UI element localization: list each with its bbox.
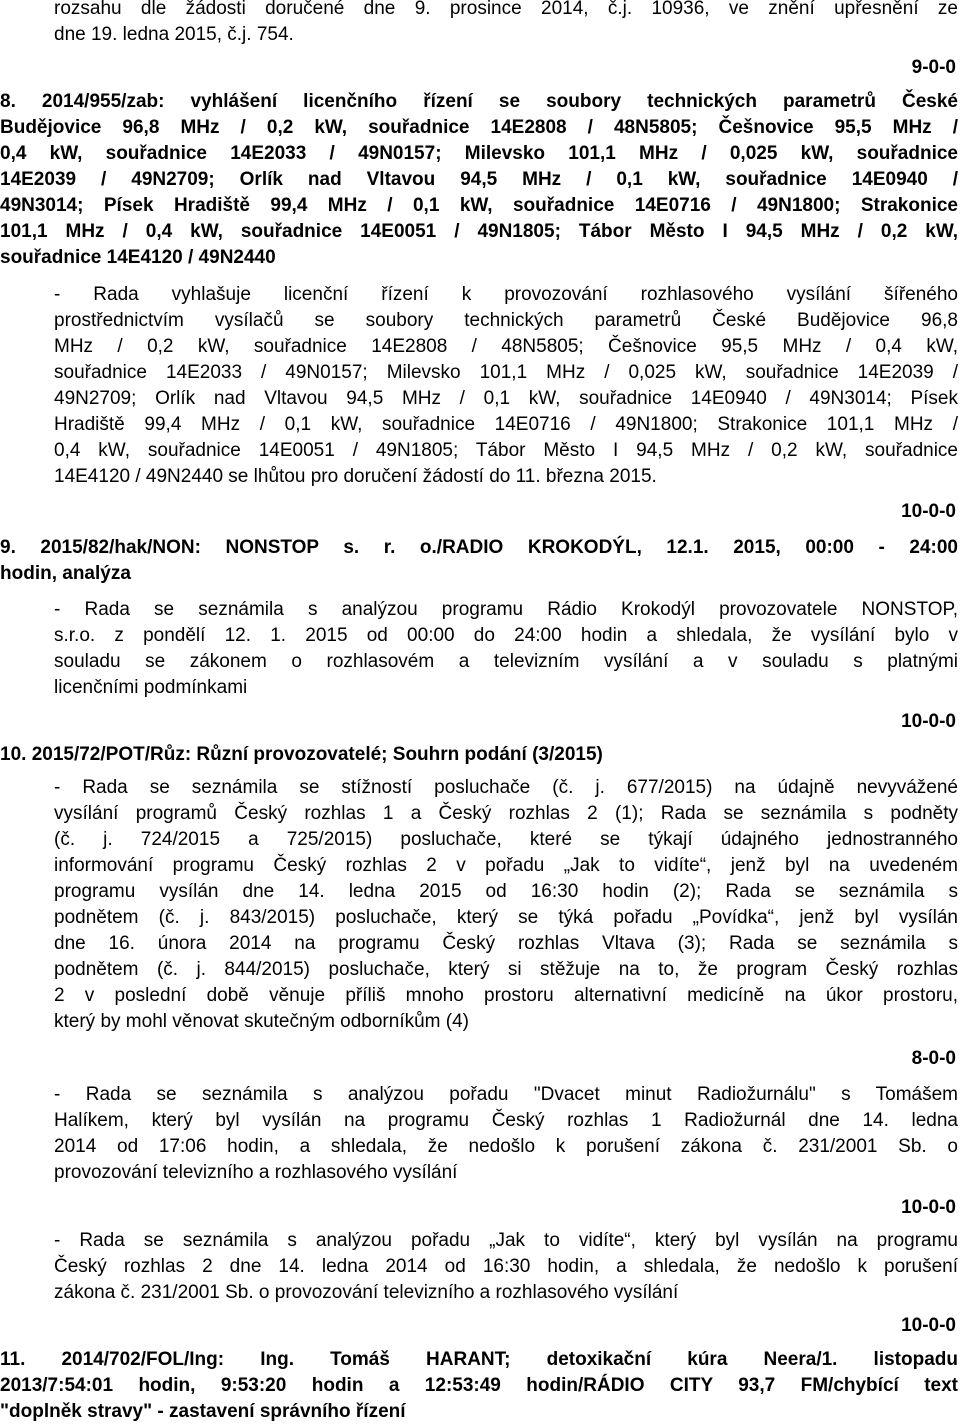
- text-line: - Rada se seznámila s analýzou pořadu "Dvacet minut Radiožurnálu" s Tomášem: [54, 1084, 958, 1105]
- item-heading-line: 49N3014; Písek Hradiště 99,4 MHz / 0,1 kW, souřadnice 14E0716 / 49N1800; Strakonice: [0, 195, 958, 216]
- vote-result: 10-0-0: [901, 1315, 956, 1336]
- text-line: licenčními podmínkami: [54, 677, 248, 698]
- item-heading-line: 14E2039 / 49N2709; Orlík nad Vltavou 94,5 MHz / 0,1 kW, souřadnice 14E0940 /: [0, 169, 958, 190]
- item-heading-line: "doplněk stravy" - zastavení správního řízení: [0, 1401, 406, 1422]
- text-line: prostřednictvím vysílačů se soubory technických parametrů České Budějovice 96,8: [54, 310, 958, 331]
- text-line: podnětem (č. j. 844/2015) posluchače, který si stěžuje na to, že program Český rozhlas: [54, 959, 958, 980]
- text-line: - Rada se seznámila s analýzou pořadu „Jak to vidíte“, který byl vysílán na programu: [54, 1230, 958, 1251]
- text-line: - Rada se seznámila se stížností posluchače (č. j. 677/2015) na údajně nevyvážené: [54, 777, 958, 798]
- text-line: programu vysílán dne 14. ledna 2015 od 16:30 hodin (2); Rada se seznámila s: [54, 881, 958, 902]
- text-line: Český rozhlas 2 dne 14. ledna 2014 od 16:30 hodin, a shledala, že nedošlo k porušení: [54, 1256, 958, 1277]
- text-line: 2 v poslední době věnuje příliš mnoho prostoru alternativní medicíně na úkor prostoru,: [54, 985, 958, 1006]
- text-line: - Rada se seznámila s analýzou programu Rádio Krokodýl provozovatele NONSTOP,: [54, 599, 958, 620]
- vote-result: 10-0-0: [901, 1197, 956, 1218]
- item-heading-line: 0,4 kW, souřadnice 14E2033 / 49N0157; Milevsko 101,1 MHz / 0,025 kW, souřadnice: [0, 143, 958, 164]
- text-line: který by mohl věnovat skutečným odborníkům (4): [54, 1011, 470, 1032]
- text-line: 0,4 kW, souřadnice 14E0051 / 49N1805; Tábor Město I 94,5 MHz / 0,2 kW, souřadnice: [54, 440, 958, 461]
- vote-result: 9-0-0: [911, 57, 956, 78]
- item-heading-line: 2013/7:54:01 hodin, 9:53:20 hodin a 12:53:49 hodin/RÁDIO CITY 93,7 FM/chybící text: [0, 1375, 958, 1396]
- text-line: podnětem (č. j. 843/2015) posluchače, který se týká pořadu „Povídka“, jenž byl vysílán: [54, 907, 958, 928]
- item-heading-line: 8. 2014/955/zab: vyhlášení licenčního řízení se soubory technických parametrů České: [0, 91, 958, 112]
- text-line: dne 16. února 2014 na programu Český rozhlas Vltava (3); Rada se seznámila s: [54, 933, 958, 954]
- text-line: s.r.o. z pondělí 12. 1. 2015 od 00:00 do 24:00 hodin a shledala, že vysílání bylo v: [54, 625, 958, 646]
- text-line: 14E4120 / 49N2440 se lhůtou pro doručení žádostí do 11. března 2015.: [54, 466, 657, 487]
- text-line: (č. j. 724/2015 a 725/2015) posluchače, které se týkají údajného jednostranného: [54, 829, 958, 850]
- item-heading-line: Budějovice 96,8 MHz / 0,2 kW, souřadnice 14E2808 / 48N5805; Češnovice 95,5 MHz /: [0, 117, 958, 138]
- item-heading-line: 11. 2014/702/FOL/Ing: Ing. Tomáš HARANT; detoxikační kúra Neera/1. listopadu: [0, 1349, 958, 1370]
- text-line: rozsahu dle žádosti doručené dne 9. prosince 2014, č.j. 10936, ve znění upřesnění ze: [54, 0, 958, 19]
- text-line: 2014 od 17:06 hodin, a shledala, že nedošlo k porušení zákona č. 231/2001 Sb. o: [54, 1136, 958, 1157]
- item-heading-line: 10. 2015/72/POT/Růz: Různí provozovatelé; Souhrn podání (3/2015): [0, 744, 603, 765]
- text-line: Halíkem, který byl vysílán na programu Český rozhlas 1 Radiožurnál dne 14. ledna: [54, 1110, 958, 1131]
- text-line: dne 19. ledna 2015, č.j. 754.: [54, 24, 294, 45]
- item-heading-line: souřadnice 14E4120 / 49N2440: [0, 247, 276, 268]
- text-line: vysílání programů Český rozhlas 1 a Český rozhlas 2 (1); Rada se seznámila s podněty: [54, 803, 958, 824]
- vote-result: 10-0-0: [901, 711, 956, 732]
- text-line: souladu se zákonem o rozhlasovém a televizním vysílání a v souladu s platnými: [54, 651, 958, 672]
- text-line: informování programu Český rozhlas 2 v pořadu „Jak to vidíte“, jenž byl na uvedeném: [54, 855, 958, 876]
- item-heading-line: 101,1 MHz / 0,4 kW, souřadnice 14E0051 / 49N1805; Tábor Město I 94,5 MHz / 0,2 kW,: [0, 221, 958, 242]
- text-line: provozování televizního a rozhlasového vysílání: [54, 1162, 458, 1183]
- text-line: - Rada vyhlašuje licenční řízení k provozování rozhlasového vysílání šířeného: [54, 284, 958, 305]
- text-line: 49N2709; Orlík nad Vltavou 94,5 MHz / 0,1 kW, souřadnice 14E0940 / 49N3014; Písek: [54, 388, 958, 409]
- text-line: zákona č. 231/2001 Sb. o provozování televizního a rozhlasového vysílání: [54, 1282, 679, 1303]
- item-heading-line: hodin, analýza: [0, 563, 131, 584]
- vote-result: 10-0-0: [901, 501, 956, 522]
- text-line: souřadnice 14E2033 / 49N0157; Milevsko 101,1 MHz / 0,025 kW, souřadnice 14E2039 /: [54, 362, 958, 383]
- vote-result: 8-0-0: [911, 1048, 956, 1069]
- item-heading-line: 9. 2015/82/hak/NON: NONSTOP s. r. o./RADIO KROKODÝL, 12.1. 2015, 00:00 - 24:00: [0, 537, 958, 558]
- text-line: Hradiště 99,4 MHz / 0,1 kW, souřadnice 14E0716 / 49N1800; Strakonice 101,1 MHz /: [54, 414, 958, 435]
- text-line: MHz / 0,2 kW, souřadnice 14E2808 / 48N5805; Češnovice 95,5 MHz / 0,4 kW,: [54, 336, 958, 357]
